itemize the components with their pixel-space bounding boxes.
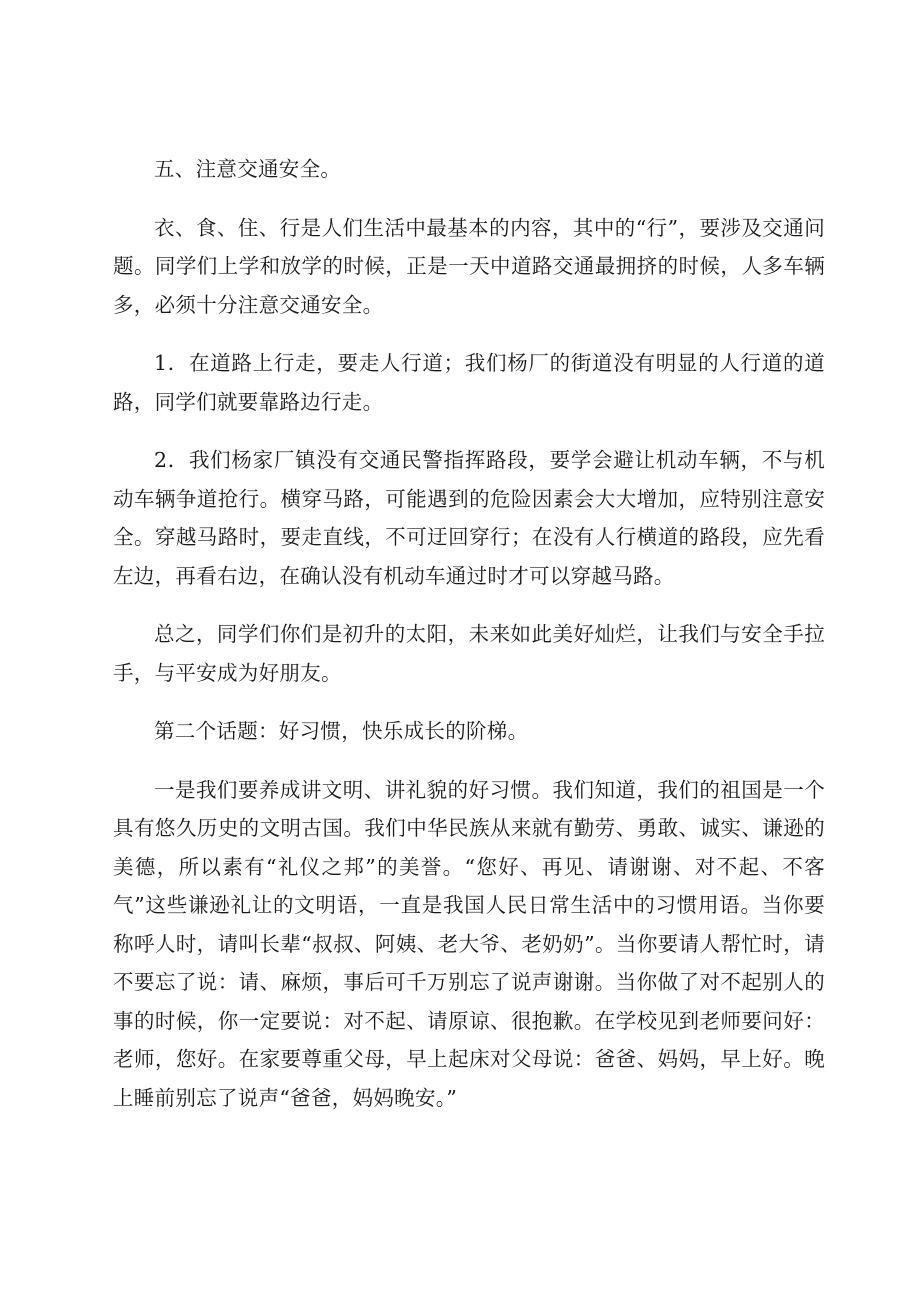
paragraph-rule-2: 2．我们杨家厂镇没有交通民警指挥路段，要学会避让机动车辆，不与机动车辆争道抢行。横穿马路，可能遇到的危险因素会大大增加，应特别注意安全。穿越马路时，要走直线，不可迂回穿行；在没有人行横道的路段，应先看左边，再看右边，在确认没有机动车通过时才可以穿越马路。 — [113, 448, 825, 588]
topic-heading-good-habits: 第二个话题：好习惯，快乐成长的阶梯。 — [154, 719, 529, 743]
paragraph-civility-habit: 一是我们要养成讲文明、讲礼貌的好习惯。我们知道，我们的祖国是一个具有悠久历史的文明古国。我们中华民族从来就有勤劳、勇敢、诚实、谦逊的美德，所以素有“礼仪之邦”的美誉。“您好、再见、请谢谢、对不起、不客气”这些谦逊礼让的文明语，一直是我国人民日常生活中的习惯用语。当你要称呼人时，请叫长辈“叔叔、阿姨、老大爷、老奶奶”。当你要请人帮忙时，请不要忘了说：请、麻烦，事后可千万别忘了说声谢谢。当你做了对不起别人的事的时候，你一定要说：对不起、请原谅、很抱歉。在学校见到老师要问好：老师，您好。在家要尊重父母，早上起床对父母说：爸爸、妈妈，早上好。晚上睡前别忘了说声“爸爸，妈妈晚安。” — [113, 777, 825, 1110]
paragraph-conclusion: 总之，同学们你们是初升的太阳，未来如此美好灿烂，让我们与安全手拉手，与平安成为好朋友。 — [113, 622, 825, 685]
section-heading-traffic-safety: 五、注意交通安全。 — [154, 157, 342, 181]
paragraph-traffic-intro: 衣、食、住、行是人们生活中最基本的内容，其中的“行”，要涉及交通问题。同学们上学和放学的时候，正是一天中道路交通最拥挤的时候，人多车辆多，必须十分注意交通安全。 — [113, 215, 825, 317]
document-page — [113, 150, 825, 1117]
paragraph-rule-1: 1．在道路上行走，要走人行道；我们杨厂的街道没有明显的人行道的道路，同学们就要靠路边行走。 — [113, 351, 825, 414]
